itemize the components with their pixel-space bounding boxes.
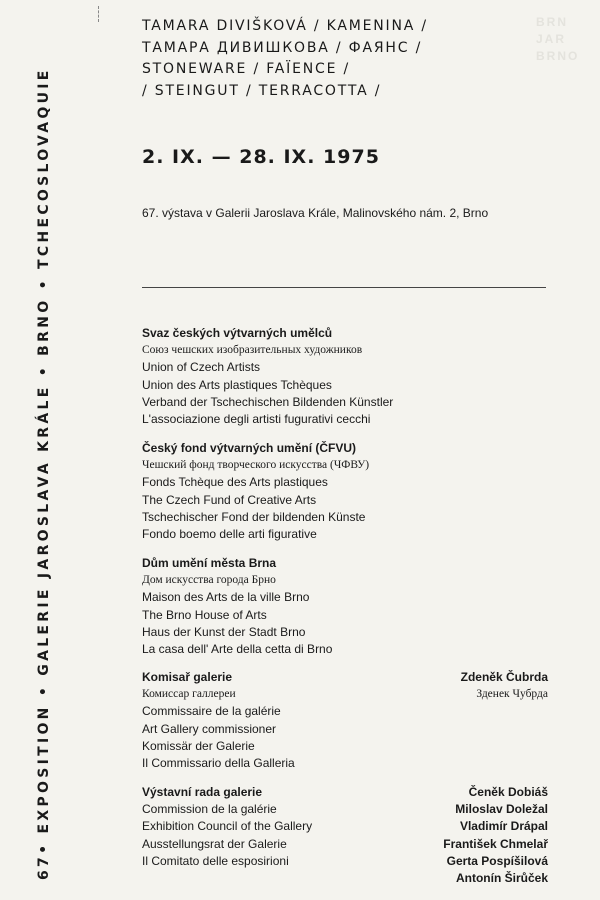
- section-dum-umeni: [142, 555, 552, 658]
- fold-mark: [98, 6, 100, 22]
- title-line: STONEWARE / FAÏENCE /: [142, 61, 351, 77]
- spine-text: 67• EXPOSITION • GALERIE JAROSLAVA KRÁLE • BRNO • TCHECOSLOVAQUIE: [36, 67, 52, 880]
- exhibition-dates: 2. IX. — 28. IX. 1975: [142, 146, 380, 168]
- section-heading: Výstavní rada galerie: [142, 785, 263, 799]
- section-vystavni-rada: [142, 784, 552, 886]
- section-russian: Комиссар галлереи: [142, 688, 236, 701]
- section-line: Maison des Arts de la ville Brno: [142, 590, 310, 605]
- person-name: Antonín Širůček: [455, 871, 548, 886]
- person-name: Zdeněk Čubrda: [460, 670, 548, 684]
- exhibition-title: [142, 16, 428, 102]
- section-line: Art Gallery commissioner: [142, 721, 277, 736]
- section-line: Ausstellungsrat der Galerie: [142, 836, 287, 851]
- section-line: Il Comitato delle esposirioni: [142, 853, 289, 868]
- section-line: L'associazione degli artisti fugurativi cecchi: [142, 412, 371, 427]
- section-heading: Komisař galerie: [142, 670, 233, 684]
- person-name: Gerta Pospíšilová: [446, 853, 548, 868]
- section-line: Il Commissario della Galleria: [142, 756, 295, 771]
- title-line: / STEINGUT / TERRACOTTA /: [142, 82, 382, 99]
- section-russian: Союз чешских изобразительных художников: [142, 344, 363, 357]
- section-line: Union of Czech Artists: [142, 360, 261, 375]
- section-line: La casa dell' Arte della cetta di Brno: [142, 642, 333, 657]
- person-name: František Chmelař: [443, 836, 548, 851]
- section-heading: Český fond výtvarných umění (ČFVU): [142, 441, 357, 455]
- section-line: Tschechischer Fond der bildenden Künste: [142, 509, 366, 524]
- section-line: Commissaire de la galérie: [142, 704, 281, 719]
- person-name: Vladimír Drápal: [459, 819, 548, 834]
- section-line: Union des Arts plastiques Tchèques: [142, 377, 332, 392]
- section-line: Haus der Kunst der Stadt Brno: [142, 624, 306, 639]
- section-line: Komissär der Galerie: [142, 738, 255, 753]
- section-line: The Czech Fund of Creative Arts: [142, 492, 317, 507]
- title-line: TAMARA DIVIŠKOVÁ / KAMENINA /: [142, 18, 428, 34]
- section-heading: Svaz českých výtvarných umělců: [142, 326, 333, 340]
- section-komisar: [142, 669, 552, 772]
- section-russian: Чешский фонд творческого искусства (ЧФВУ): [142, 459, 370, 472]
- section-svaz: [142, 325, 552, 428]
- title-line: ТАМАРА ДИВИШКОВА / ФАЯНС /: [142, 39, 423, 56]
- section-line: Fondo boemo delle arti figurative: [142, 527, 317, 542]
- section-line: Verband der Tschechischen Bildenden Künstler: [142, 394, 394, 409]
- section-line: Exhibition Council of the Gallery: [142, 819, 313, 834]
- commissioner-name: [461, 669, 548, 703]
- person-name: Čeněk Dobiáš: [468, 785, 548, 799]
- show-through-text: BRN JAR BRNO: [536, 15, 580, 63]
- council-members: [443, 784, 548, 887]
- section-russian: Дом искусства города Брно: [142, 574, 276, 587]
- section-line: The Brno House of Arts: [142, 607, 267, 622]
- section-heading: Dům umění města Brna: [142, 556, 277, 570]
- person-name-russian: Зденек Чубрда: [476, 688, 548, 701]
- section-cfvu: [142, 440, 552, 543]
- divider: [142, 287, 546, 288]
- section-line: Fonds Tchèque des Arts plastiques: [142, 475, 328, 490]
- section-line: Commission de la galérie: [142, 802, 277, 817]
- venue-line: 67. výstava v Galerii Jaroslava Krále, Malinovského nám. 2, Brno: [142, 206, 489, 220]
- person-name: Miloslav Doležal: [455, 802, 548, 817]
